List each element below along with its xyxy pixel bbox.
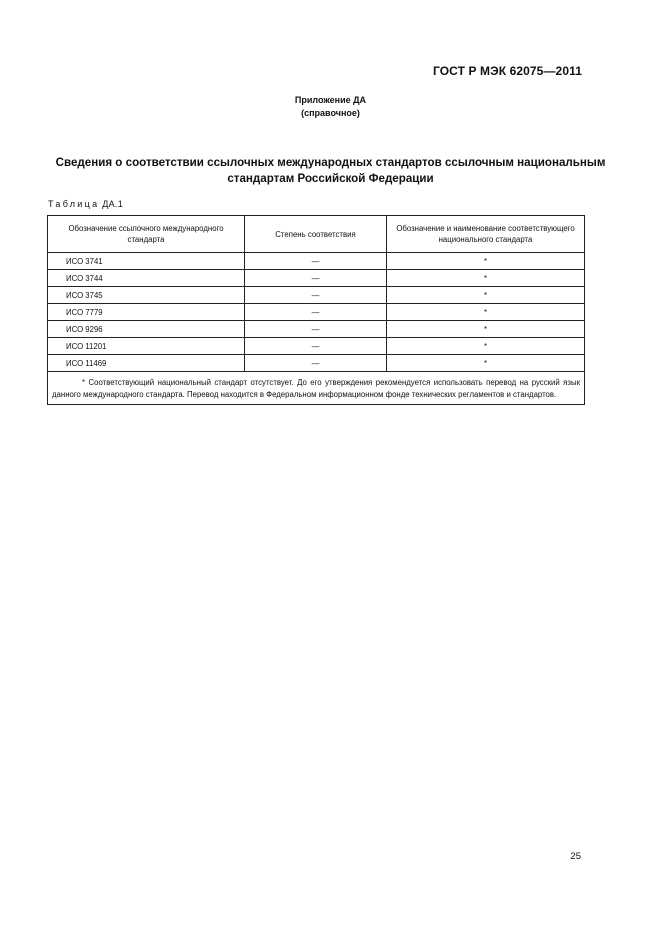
- compliance-degree: —: [245, 253, 387, 270]
- compliance-degree: —: [245, 287, 387, 304]
- standard-designation: ИСО 3741: [48, 253, 245, 270]
- standard-designation: ИСО 11469: [48, 355, 245, 372]
- table-row: [48, 304, 585, 321]
- page-number: 25: [570, 851, 581, 862]
- table-row: [48, 338, 585, 355]
- compliance-degree: —: [245, 321, 387, 338]
- table-caption-word: Таблица: [48, 199, 100, 209]
- section-title-line-2: стандартам Российской Федерации: [227, 172, 434, 185]
- section-title: [40, 155, 621, 187]
- section-title-line-1: Сведения о соответствии ссылочных международных стандартов ссылочным национальным: [55, 156, 606, 169]
- national-standard: *: [387, 270, 585, 287]
- table-row: [48, 287, 585, 304]
- table-footnote-row: [48, 372, 585, 405]
- table-header-cell: Обозначение и наименование соответствующего национального стандарта: [387, 216, 585, 253]
- table-row: [48, 270, 585, 287]
- compliance-degree: —: [245, 304, 387, 321]
- national-standard: *: [387, 321, 585, 338]
- national-standard: *: [387, 338, 585, 355]
- table-header-cell: Степень соответствия: [245, 216, 387, 253]
- appendix-subtitle: (справочное): [301, 108, 360, 118]
- national-standard: *: [387, 287, 585, 304]
- standard-designation: ИСО 3745: [48, 287, 245, 304]
- national-standard: *: [387, 253, 585, 270]
- reference-standards-table: [47, 215, 585, 405]
- footnote-text: * Соответствующий национальный стандарт отсутствует. До его утверждения рекомендуется использовать перевод на русский язык данного международного стандарта. Перевод находится в Федеральном информационном фонде технических регламентов и стандартов.: [52, 378, 580, 399]
- table-row: [48, 355, 585, 372]
- table-header-cell: Обозначение ссылочного международного стандарта: [48, 216, 245, 253]
- appendix-heading: [0, 94, 661, 120]
- compliance-degree: —: [245, 355, 387, 372]
- table-caption: [48, 199, 123, 209]
- table-row: [48, 253, 585, 270]
- standard-designation: ИСО 9296: [48, 321, 245, 338]
- table-caption-number: ДА.1: [102, 199, 124, 209]
- table-row: [48, 321, 585, 338]
- standard-designation: ИСО 11201: [48, 338, 245, 355]
- national-standard: *: [387, 304, 585, 321]
- table-header-row: [48, 216, 585, 253]
- standard-designation: ИСО 7779: [48, 304, 245, 321]
- table-footnote: [48, 372, 585, 405]
- compliance-degree: —: [245, 338, 387, 355]
- document-id: ГОСТ Р МЭК 62075—2011: [432, 64, 582, 78]
- compliance-degree: —: [245, 270, 387, 287]
- standard-designation: ИСО 3744: [48, 270, 245, 287]
- appendix-title: Приложение ДА: [294, 95, 367, 105]
- national-standard: *: [387, 355, 585, 372]
